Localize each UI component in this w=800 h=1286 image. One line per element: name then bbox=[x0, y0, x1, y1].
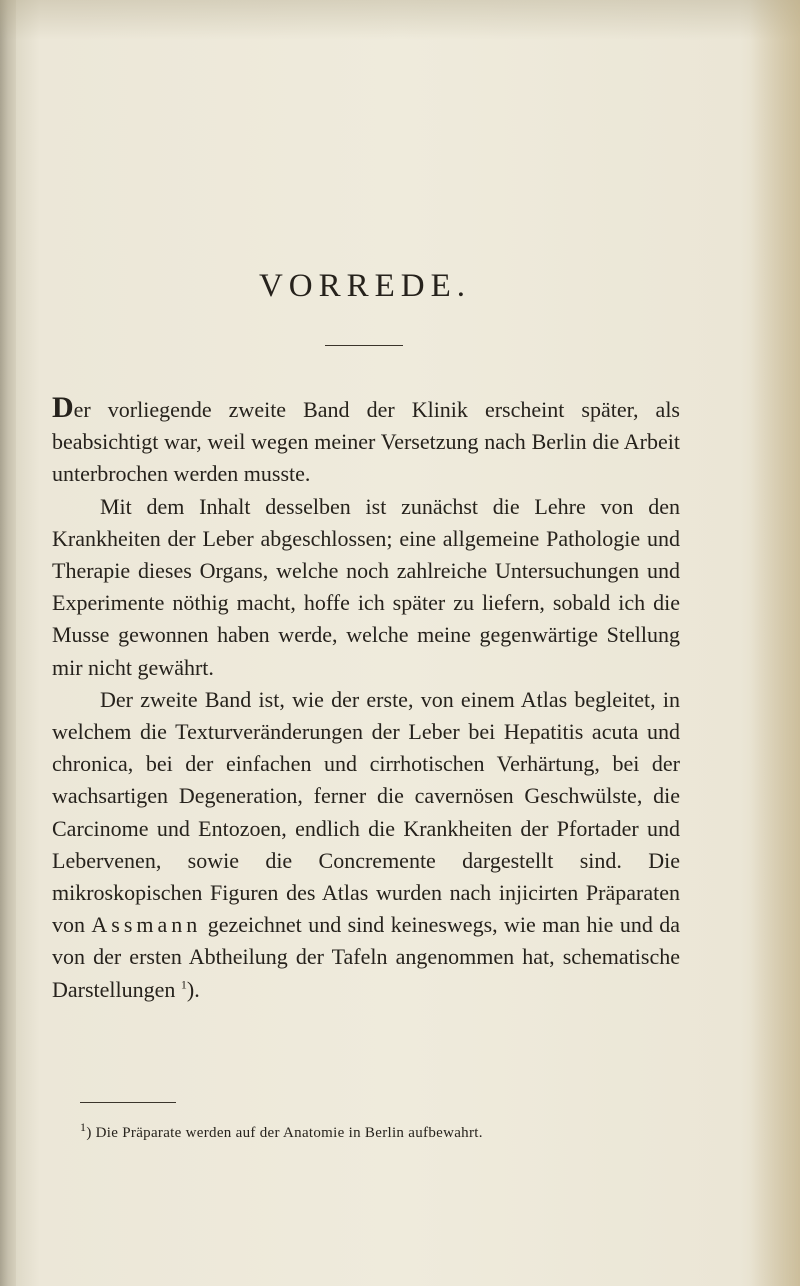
paragraph-1-text: er vorliegende zweite Band der Klinik erscheint später, als beabsichtigt war, weil wegen meiner Versetzung nach Berlin die Arbeit unterbrochen werden musste. bbox=[52, 397, 680, 487]
footnote bbox=[80, 1120, 680, 1143]
paragraph-2: Mit dem Inhalt desselben ist zunächst die Lehre von den Krankheiten der Leber abgeschlossen; eine allgemeine Pathologie und Therapie dieses Organs, welche noch zahlreiche Untersuchungen und Experimente nöthig macht, hoffe ich später zu liefern, sobald ich die Musse gewonnen haben werde, welche meine gegenwärtige Stellung mir nicht gewährt. bbox=[52, 493, 680, 680]
footnote-reference[interactable]: 1 bbox=[180, 977, 187, 992]
paragraph-3-text-cont: gezeichnet und sind keineswegs, wie man hie und da von der ersten Abtheilung der Tafeln angenommen hat, schematische Darstellungen bbox=[52, 912, 681, 1002]
page-title: VORREDE. bbox=[258, 268, 472, 304]
preface-body bbox=[52, 393, 680, 1006]
person-name-spaced: Assmann bbox=[91, 912, 202, 938]
paragraph-3-end: ). bbox=[186, 976, 200, 1002]
footnote-text: ) Die Präparate werden auf der Anatomie in Berlin aufbewahrt. bbox=[86, 1125, 483, 1141]
page-top-shade bbox=[0, 0, 800, 40]
paragraph-3 bbox=[52, 684, 680, 1006]
paragraph-3-text: Der zweite Band ist, wie der erste, von einem Atlas begleitet, in welchem die Texturveränderungen der Leber bei Hepatitis acuta und chronica, bei der einfachen und cirrhotischen Verhärtung, bei der wachsartigen Degeneration, ferner die cavernösen Geschwülste, die Carcinome und Entozoen, endlich die Krankheiten der Pfortader und Lebervenen, sowie die Concremente dargestellt sind. Die mikroskopischen Figuren des Atlas wurden nach injicirten Präparaten von bbox=[52, 686, 680, 938]
title-divider bbox=[325, 345, 403, 346]
page-edge-stain bbox=[750, 0, 800, 1286]
footnote-marker: 1 bbox=[80, 1120, 87, 1134]
page-gutter bbox=[0, 0, 16, 1286]
paragraph-1 bbox=[52, 393, 680, 491]
footnote-divider bbox=[80, 1102, 176, 1103]
initial-letter: D bbox=[52, 391, 74, 424]
